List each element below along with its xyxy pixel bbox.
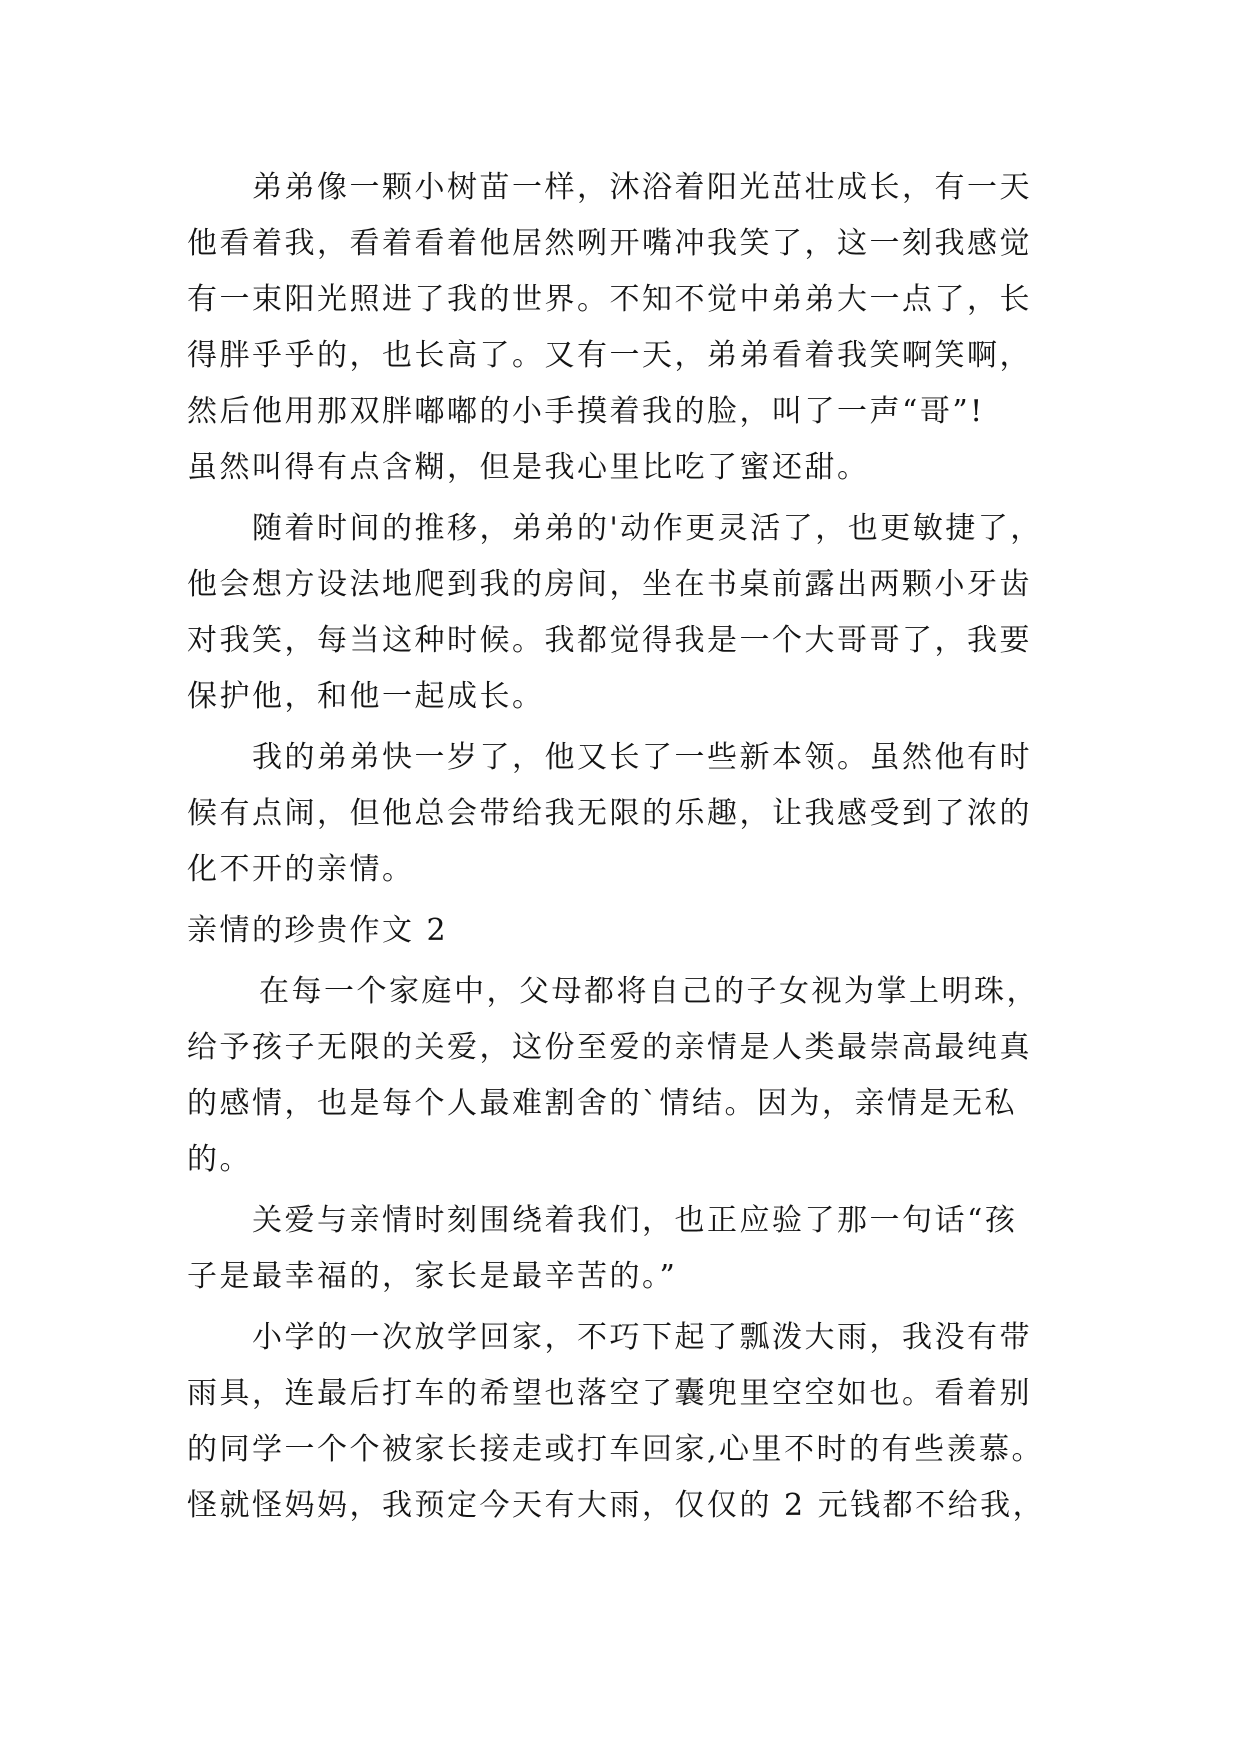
text-line: 我的弟弟快一岁了，他又长了一些新本领。虽然他有时 <box>252 740 1032 775</box>
text-line: 的。 <box>187 1142 252 1177</box>
text-line: 给予孩子无限的关爱，这份至爱的亲情是人类最崇高最纯真 <box>187 1030 1032 1065</box>
text-line: 然后他用那双胖嘟嘟的小手摸着我的脸，叫了一声“哥”! <box>187 394 985 429</box>
paragraph <box>187 730 1057 898</box>
paragraph <box>187 160 1057 496</box>
section-heading: 亲情的珍贵作文 2 <box>187 913 449 948</box>
text-line: 关爱与亲情时刻围绕着我们，也正应验了那一句话“孩 <box>252 1203 1018 1238</box>
text-line: 得胖乎乎的，也长高了。又有一天，弟弟看着我笑啊笑啊， <box>187 338 1032 373</box>
text-line: 保护他，和他一起成长。 <box>187 679 545 714</box>
paragraph <box>187 1193 1057 1305</box>
text-line: 弟弟像一颗小树苗一样，沐浴着阳光茁壮成长，有一天 <box>252 170 1032 205</box>
text-line: 随着时间的推移，弟弟的'动作更灵活了，也更敏捷了， <box>252 511 1043 546</box>
text-line: 小学的一次放学回家，不巧下起了瓢泼大雨，我没有带 <box>252 1320 1032 1355</box>
text-line: 在每一个家庭中，父母都将自己的子女视为掌上明珠， <box>259 974 1039 1009</box>
text-line: 有一束阳光照进了我的世界。不知不觉中弟弟大一点了，长 <box>187 282 1032 317</box>
essay-body <box>187 160 1057 1534</box>
text-line: 子是最幸福的，家长是最辛苦的。” <box>187 1259 678 1294</box>
text-line: 怪就怪妈妈，我预定今天有大雨，仅仅的 2 元钱都不给我， <box>187 1488 1046 1523</box>
text-line: 他会想方设法地爬到我的房间，坐在书桌前露出两颗小牙齿 <box>187 567 1032 602</box>
text-line: 化不开的亲情。 <box>187 852 415 887</box>
paragraph <box>187 964 1057 1188</box>
text-line: 的感情，也是每个人最难割舍的`情结。因为，亲情是无私 <box>187 1086 1017 1121</box>
text-line: 虽然叫得有点含糊，但是我心里比吃了蜜还甜。 <box>187 450 870 485</box>
text-line: 候有点闹，但他总会带给我无限的乐趣，让我感受到了浓的 <box>187 796 1032 831</box>
text-line: 雨具，连最后打车的希望也落空了囊兜里空空如也。看着别 <box>187 1376 1032 1411</box>
paragraph <box>187 501 1057 725</box>
text-line: 对我笑，每当这种时候。我都觉得我是一个大哥哥了，我要 <box>187 623 1032 658</box>
paragraph <box>187 1310 1057 1534</box>
text-line: 他看着我，看着看着他居然咧开嘴冲我笑了，这一刻我感觉 <box>187 226 1032 261</box>
text-line: 的同学一个个被家长接走或打车回家,心里不时的有些羡慕。 <box>187 1432 1045 1467</box>
